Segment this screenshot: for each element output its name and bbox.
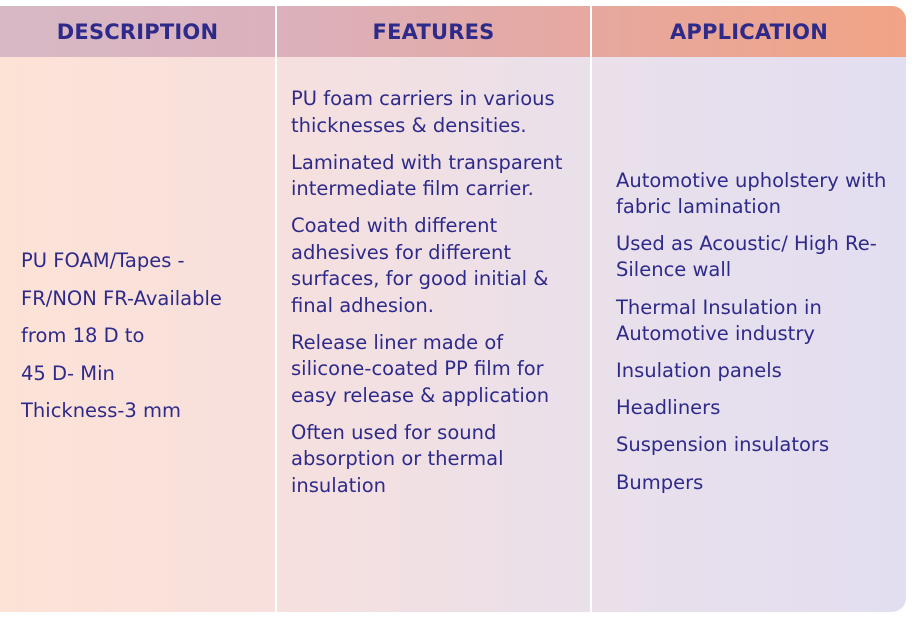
header-features: FEATURES	[372, 19, 495, 44]
description-line: PU FOAM/Tapes -	[21, 249, 185, 272]
feature-item: Coated with different adhesives for different surfaces, for good initial & final adhesion.	[291, 214, 549, 317]
feature-item: Laminated with transparent intermediate film carrier.	[291, 150, 563, 200]
feature-item: Often used for sound absorption or thermal insulation	[291, 420, 504, 497]
description-line: from 18 D to	[21, 324, 145, 347]
application-cell	[616, 168, 901, 507]
application-item: Bumpers	[616, 470, 704, 494]
application-item: Automotive upholstery with fabric lamination	[616, 169, 887, 218]
feature-item: Release liner made of silicone-coated PP film for easy release & application	[291, 330, 550, 407]
description-line: FR/NON FR-Available	[21, 286, 222, 310]
application-item: Thermal Insulation in Automotive industry	[616, 295, 822, 345]
application-item: Suspension insulators	[616, 433, 830, 457]
description-line: 45 D- Min	[21, 361, 115, 385]
column-divider	[275, 6, 277, 612]
description-line: Thickness-3 mm	[21, 399, 182, 422]
header-description: DESCRIPTION	[56, 19, 219, 44]
feature-item: PU foam carriers in various thicknesses & densities.	[291, 87, 555, 137]
application-item: Insulation panels	[616, 358, 782, 382]
features-cell	[291, 86, 583, 510]
application-item: Used as Acoustic/ High Re-Silence wall	[616, 232, 877, 282]
description-cell	[21, 242, 271, 430]
column-divider	[590, 6, 592, 612]
product-spec-table	[0, 6, 906, 612]
application-item: Headliners	[616, 396, 721, 420]
header-application: APPLICATION	[669, 19, 829, 44]
